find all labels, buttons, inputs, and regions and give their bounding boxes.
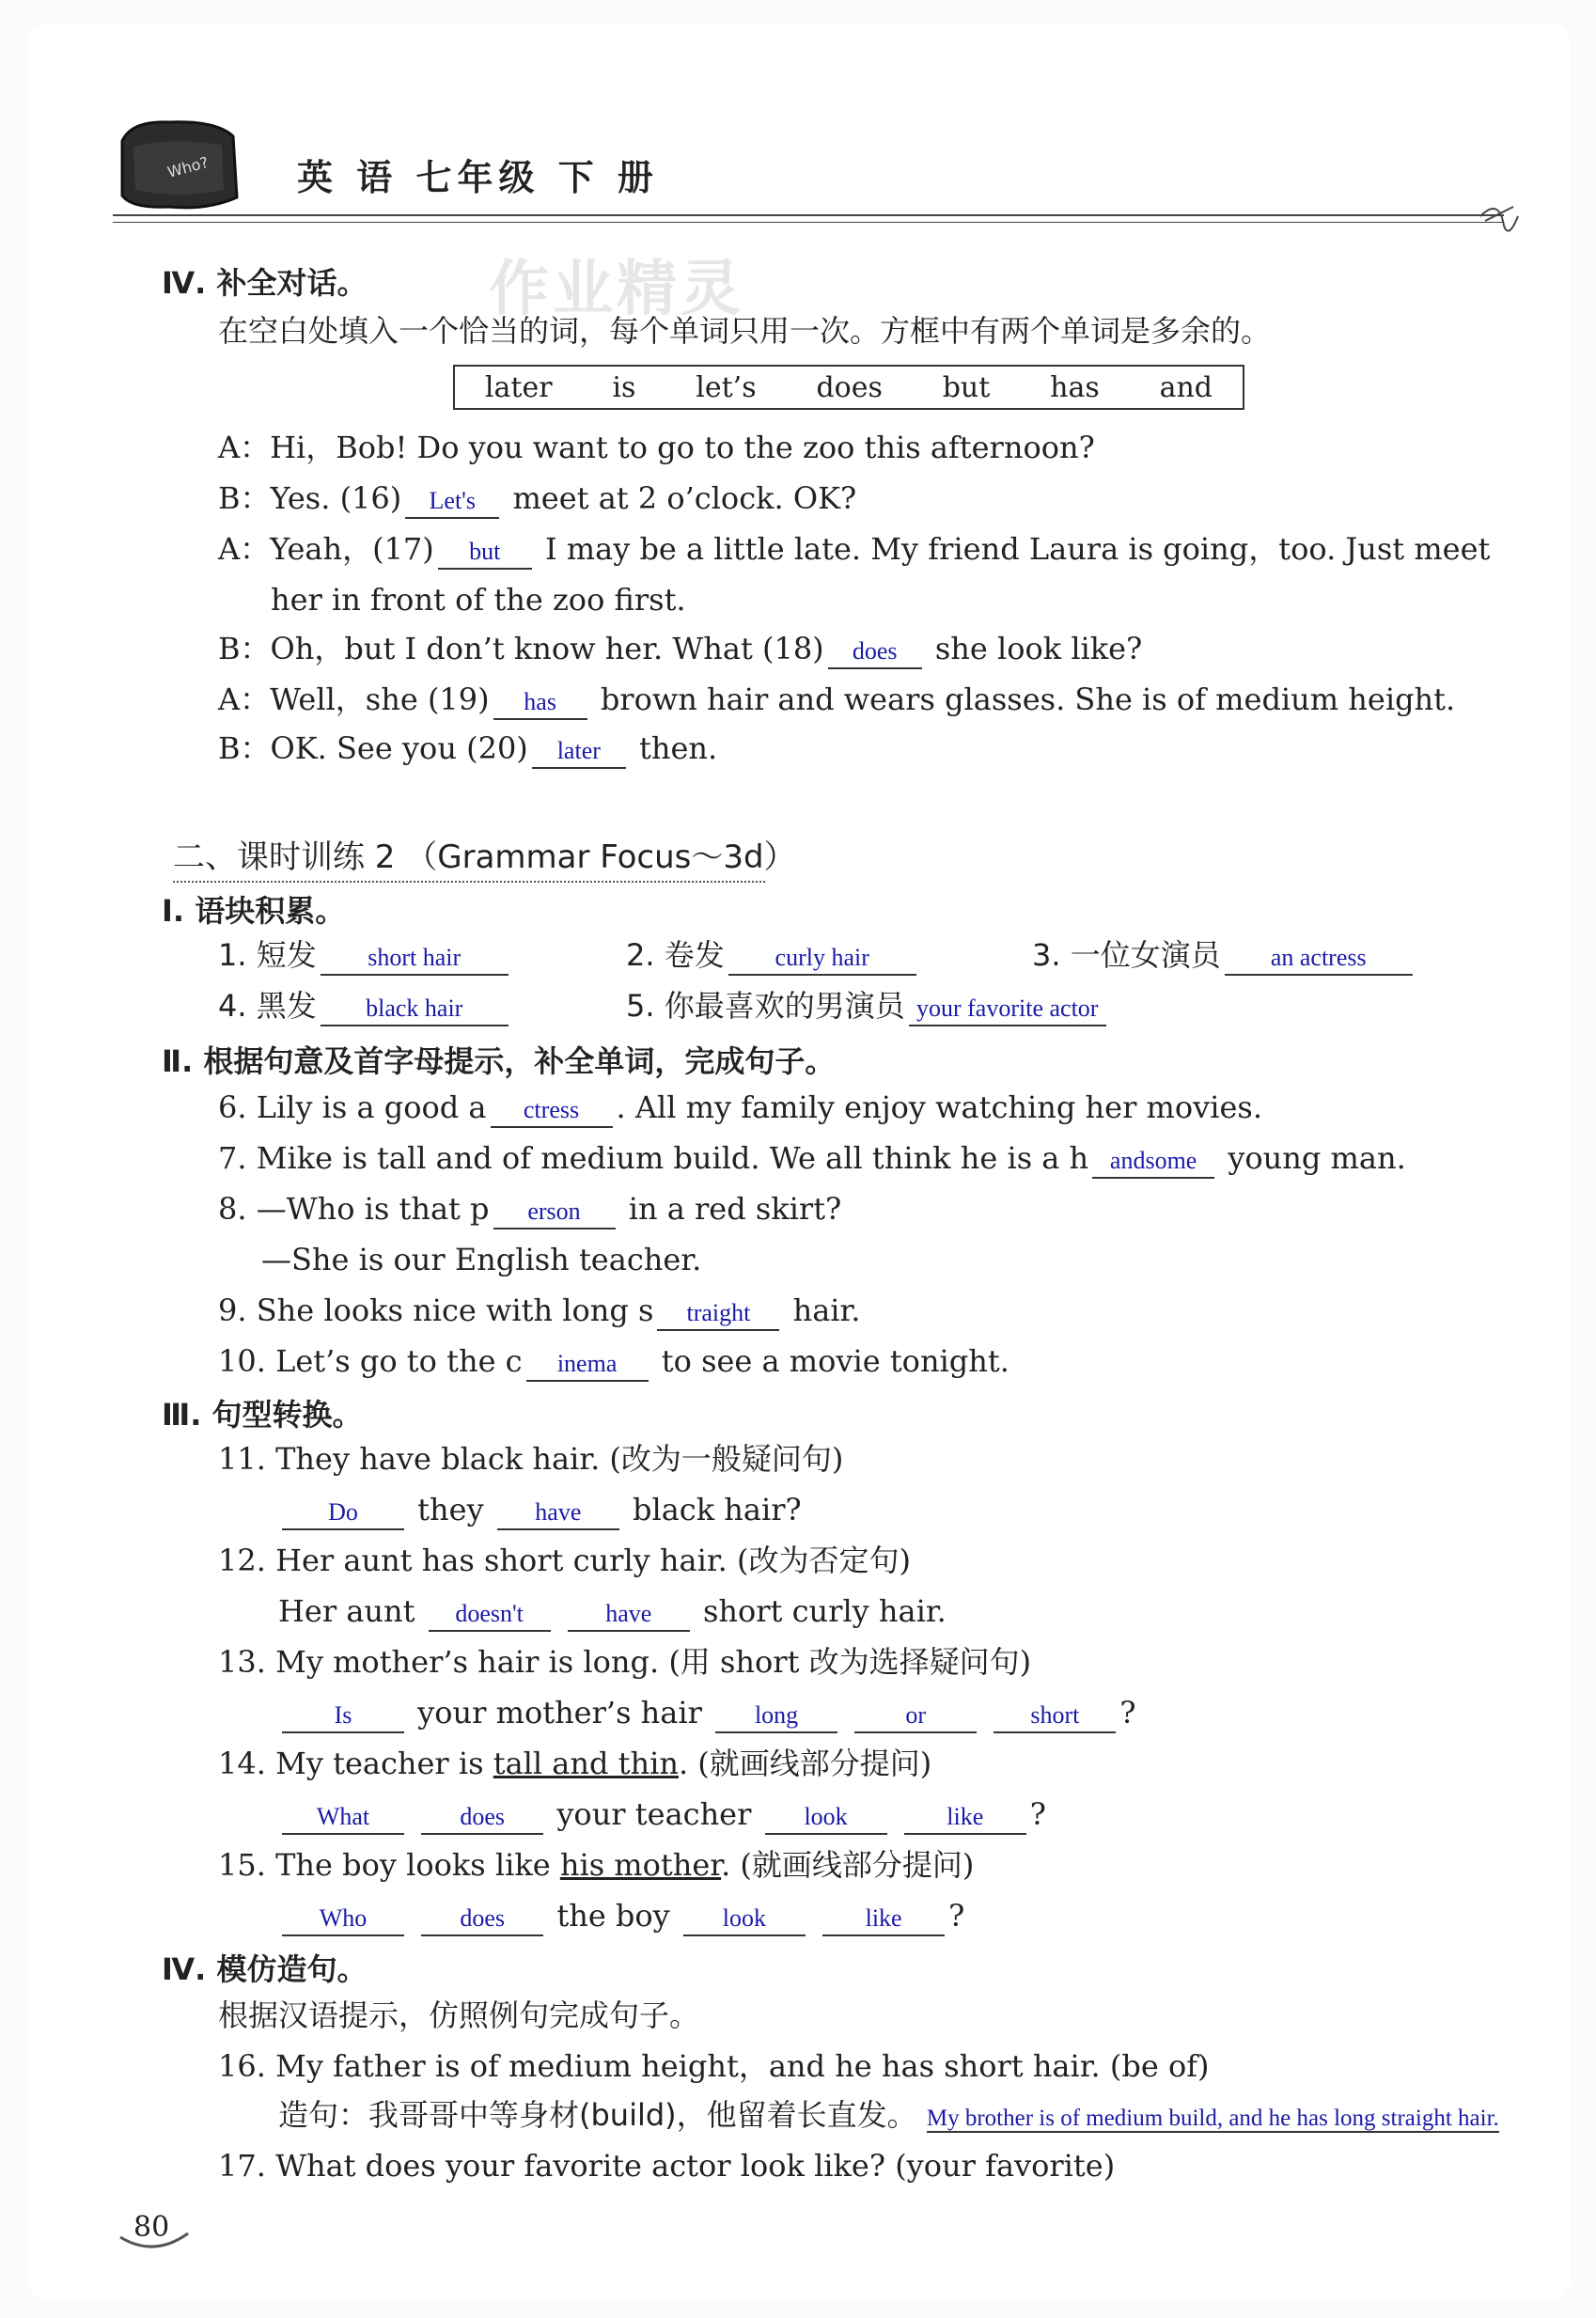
page-number	[117, 2205, 192, 2256]
answer-line	[278, 2096, 1499, 2138]
question-line	[218, 1089, 1262, 1128]
line-text: B：Yes. (16)	[218, 480, 402, 516]
watermark: 作业精灵	[489, 255, 744, 324]
word-item: is	[612, 370, 636, 404]
word-item: does	[816, 370, 883, 404]
answer-blank[interactable]: like	[904, 1801, 1026, 1835]
q-text: ?	[1029, 1796, 1046, 1832]
line-text: brown hair and wears glasses. She is of medium height.	[600, 681, 1456, 717]
answer-blank[interactable]: Who	[282, 1903, 404, 1936]
q-text: hair.	[792, 1292, 861, 1328]
part-heading: 二、课时训练 2 （Grammar Focus～3d）	[173, 831, 765, 883]
vocab-prompt: 5. 你最喜欢的男演员	[626, 988, 905, 1024]
underlined-text: his mother	[559, 1847, 722, 1883]
vocab-item	[626, 987, 1110, 1026]
q-text: 9. She looks nice with long s	[218, 1292, 654, 1328]
line-text: I may be a little late. My friend Laura is going，too. Just meet	[544, 531, 1491, 567]
section-heading: Ⅳ. 模仿造句。	[162, 1951, 368, 1987]
page-number-text: 80	[133, 2211, 170, 2244]
answer-blank[interactable]: inema	[526, 1348, 649, 1382]
vocab-prompt: 3. 一位女演员	[1032, 937, 1221, 973]
word-item: let’s	[696, 370, 757, 404]
question-line	[218, 1846, 974, 1884]
word-item: has	[1050, 370, 1100, 404]
answer-blank[interactable]: but	[438, 536, 532, 570]
answer-blank[interactable]: an actress	[1225, 942, 1413, 976]
answer-blank[interactable]: has	[493, 686, 587, 720]
word-item: later	[484, 370, 553, 404]
q-text: young man.	[1228, 1140, 1406, 1176]
answer-blank[interactable]: like	[822, 1903, 945, 1936]
vocab-prompt: 4. 黑发	[218, 988, 317, 1024]
header-rule	[113, 214, 1504, 223]
question-line: —She is our English teacher.	[261, 1242, 702, 1277]
answer-blank[interactable]: have	[497, 1496, 619, 1530]
answer-blank[interactable]: Do	[282, 1496, 404, 1530]
section-heading: Ⅱ. 根据句意及首字母提示，补全单词，完成句子。	[162, 1043, 836, 1079]
header-title: 英 语 七年级 下 册	[297, 157, 659, 198]
instruction: 根据汉语提示，仿照例句完成句子。	[218, 1997, 700, 2033]
answer-blank[interactable]: does	[421, 1801, 543, 1835]
dialogue-line	[218, 530, 1490, 570]
question-line	[218, 1292, 860, 1331]
section-heading: Ⅳ. 补全对话。	[162, 265, 368, 301]
vocab-item	[218, 936, 512, 976]
line-text: A：Well，she (19)	[218, 681, 490, 717]
answer-blank[interactable]: does	[828, 635, 922, 669]
vocab-item	[626, 936, 920, 976]
q-text: 15. The boy looks like	[218, 1847, 551, 1883]
dialogue-line	[218, 729, 717, 769]
dialogue-line	[218, 630, 1142, 669]
dialogue-line	[218, 681, 1455, 720]
answer-blank[interactable]: Is	[282, 1699, 404, 1733]
question-line: 16. My father is of medium height，and he has short hair. (be of)	[218, 2048, 1210, 2084]
line-text: then.	[638, 730, 718, 766]
q-text: in a red skirt?	[628, 1191, 842, 1227]
section-heading: Ⅲ. 句型转换。	[162, 1397, 363, 1433]
answer-blank[interactable]: look	[683, 1903, 806, 1936]
q-text: to see a movie tonight.	[661, 1343, 1009, 1379]
line-text: B：OK. See you (20)	[218, 730, 528, 766]
answer-blank[interactable]: traight	[657, 1297, 779, 1331]
chalkboard-icon	[113, 113, 244, 216]
answer-blank[interactable]: or	[854, 1699, 977, 1733]
answer-blank[interactable]: erson	[493, 1196, 616, 1229]
q-text: 8. —Who is that p	[218, 1191, 490, 1227]
q-text: the boy	[556, 1898, 670, 1934]
word-item: and	[1159, 370, 1213, 404]
answer-blank[interactable]: Let's	[405, 485, 499, 519]
q-text: your mother’s hair	[417, 1695, 702, 1731]
dialogue-line: A：Hi，Bob! Do you want to go to the zoo this afternoon?	[218, 430, 1095, 465]
q-text: 造句：我哥哥中等身材(build)，他留着长直发。	[278, 2097, 917, 2133]
answer-blank[interactable]: ctress	[491, 1094, 613, 1128]
q-text: . All my family enjoy watching her movies.	[616, 1089, 1262, 1125]
q-text: black hair?	[633, 1492, 802, 1527]
instruction: 在空白处填入一个恰当的词，每个单词只用一次。方框中有两个单词是多余的。	[218, 313, 1272, 349]
question-line: 13. My mother’s hair is long. (用 short 改为选择疑问句)	[218, 1644, 1032, 1680]
answer-blank[interactable]: black hair	[321, 993, 509, 1026]
answer-blank[interactable]: short hair	[321, 942, 509, 976]
underlined-text: tall and thin	[493, 1746, 679, 1781]
answer-blank[interactable]: your favorite actor	[909, 993, 1106, 1026]
line-text: she look like?	[934, 631, 1143, 666]
answer-blank[interactable]: curly hair	[728, 942, 916, 976]
q-text: ?	[948, 1898, 965, 1934]
answer-blank[interactable]: short	[994, 1699, 1116, 1733]
question-line	[218, 1745, 931, 1782]
vocab-item	[1032, 936, 1416, 976]
vocab-prompt: 1. 短发	[218, 937, 317, 973]
answer-blank[interactable]: later	[532, 735, 626, 769]
logo-text: Who?	[165, 152, 211, 181]
question-line	[218, 1139, 1406, 1179]
q-text: 14. My teacher is	[218, 1746, 484, 1781]
answer-blank[interactable]: look	[765, 1801, 887, 1835]
dialogue-line	[218, 479, 856, 519]
answer-line	[278, 1795, 1046, 1835]
answer-line	[278, 1592, 947, 1632]
line-text: A：Yeah，(17)	[218, 531, 434, 567]
header-flourish-icon	[1476, 188, 1523, 248]
question-line: 17. What does your favorite actor look like? (your favorite)	[218, 2148, 1116, 2184]
dialogue-line: her in front of the zoo first.	[271, 582, 686, 618]
q-text: 10. Let’s go to the c	[218, 1343, 523, 1379]
header-logo	[113, 113, 244, 216]
answer-blank[interactable]: What	[282, 1801, 404, 1835]
question-line	[218, 1190, 841, 1229]
answer-line	[278, 1694, 1136, 1733]
line-text: B：Oh，but I don’t know her. What (18)	[218, 631, 824, 666]
answer-line	[278, 1897, 964, 1936]
q-text: 6. Lily is a good a	[218, 1089, 487, 1125]
question-line	[218, 1342, 1009, 1382]
answer-blank[interactable]: long	[715, 1699, 837, 1733]
line-text: meet at 2 o’clock. OK?	[512, 480, 857, 516]
answer-blank[interactable]: doesn't	[429, 1598, 551, 1632]
q-text: ?	[1119, 1695, 1136, 1731]
section-heading: Ⅰ. 语块积累。	[162, 893, 346, 929]
answer-blank[interactable]: have	[568, 1598, 690, 1632]
vocab-prompt: 2. 卷发	[626, 937, 725, 973]
q-text: . (就画线部分提问)	[678, 1746, 932, 1781]
q-text: short curly hair.	[702, 1593, 947, 1629]
question-line: 11. They have black hair. (改为一般疑问句)	[218, 1441, 844, 1477]
q-text: 7. Mike is tall and of medium build. We all think he is a h	[218, 1140, 1089, 1176]
q-text: they	[417, 1492, 484, 1527]
word-box	[453, 365, 1244, 410]
word-item: but	[942, 370, 991, 404]
answer-text[interactable]: My brother is of medium build, and he has long straight hair.	[926, 2106, 1499, 2131]
q-text: . (就画线部分提问)	[721, 1847, 975, 1883]
vocab-item	[218, 987, 512, 1026]
question-line: 12. Her aunt has short curly hair. (改为否定句)	[218, 1543, 911, 1578]
answer-blank[interactable]: does	[421, 1903, 543, 1936]
answer-line	[278, 1491, 802, 1530]
answer-blank[interactable]: andsome	[1092, 1145, 1214, 1179]
q-text: your teacher	[556, 1796, 752, 1832]
q-text: Her aunt	[278, 1593, 415, 1629]
